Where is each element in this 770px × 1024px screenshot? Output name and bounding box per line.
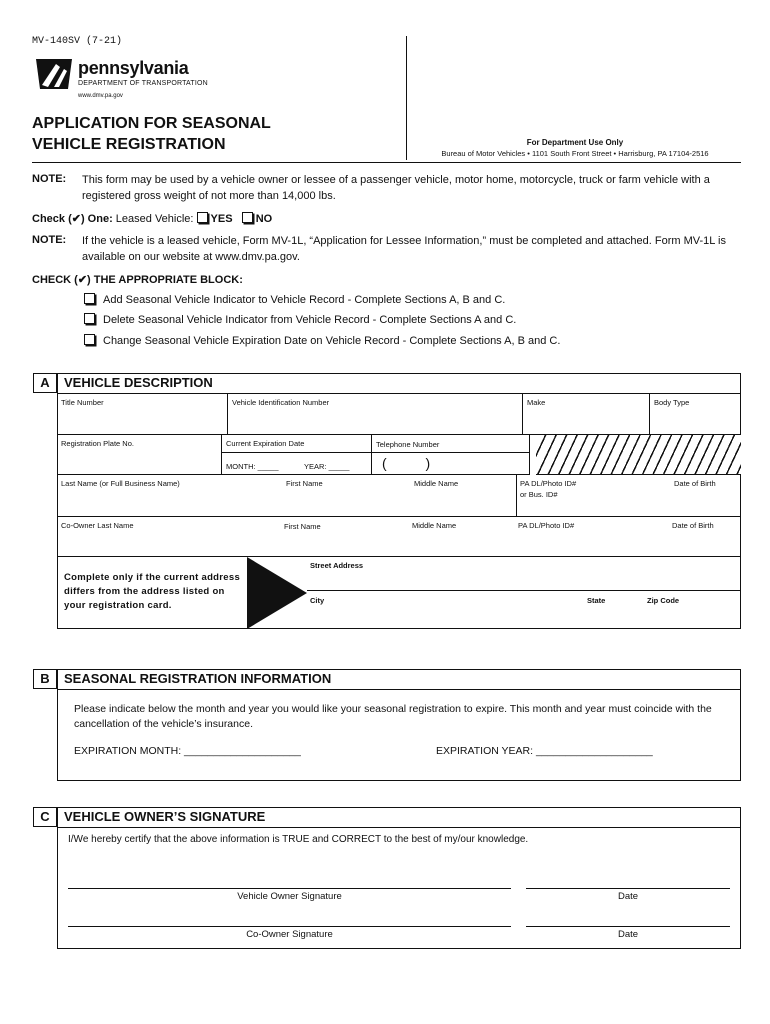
note-label: NOTE:	[32, 173, 67, 185]
owner-date-label: Date	[617, 891, 639, 902]
section-b-instructions: Please indicate below the month and year you would like your seasonal registration to expire. This month and year must coincide with the cancellation of the vehicle’s insurance.	[74, 703, 712, 730]
website-link[interactable]: www.dmv.pa.gov	[78, 93, 123, 99]
owner-signature-line[interactable]	[68, 888, 511, 889]
expiration-year-field[interactable]: EXPIRATION YEAR: ____________________	[436, 745, 653, 757]
co-owner-date-label: Date	[617, 929, 639, 940]
bureau-address: Bureau of Motor Vehicles • 1101 South Front Street • Harrisburg, PA 17104-2516	[441, 149, 709, 158]
address-instructions: Complete only if the current address differs from the address listed on your registration card.	[64, 572, 241, 611]
city-state-zip-field[interactable]: City State Zip Code	[310, 596, 680, 605]
leased-question: Check (✔) One: Leased Vehicle: YES NO	[32, 213, 273, 225]
certify-statement: I/We hereby certify that the above information is TRUE and CORRECT to the best of my/our knowledge.	[68, 834, 529, 845]
option-change-expiration[interactable]: Change Seasonal Vehicle Expiration Date on Vehicle Record - Complete Sections A, B and C.	[84, 334, 560, 347]
option-delete-seasonal[interactable]: Delete Seasonal Vehicle Indicator from Vehicle Record - Complete Sections A and C.	[84, 313, 516, 326]
leased-yes-checkbox[interactable]	[197, 212, 208, 223]
arrow-pointer-icon	[247, 557, 309, 629]
section-b-letter: B	[33, 669, 57, 689]
department-name: DEPARTMENT OF TRANSPORTATION	[78, 80, 208, 87]
make-field[interactable]: Make	[523, 393, 650, 435]
option-add-checkbox[interactable]	[84, 293, 95, 304]
owner-date-line[interactable]	[526, 888, 730, 889]
section-c-letter: C	[33, 807, 57, 827]
form-code: MV-140SV (7-21)	[32, 36, 123, 47]
title-number-field[interactable]: Title Number	[57, 393, 228, 435]
leased-no-checkbox[interactable]	[242, 212, 253, 223]
header-divider	[406, 36, 407, 160]
street-address-field[interactable]: Street Address	[307, 557, 741, 591]
owner-name-row[interactable]: Last Name (or Full Business Name) First Name Middle Name PA DL/Photo ID# or Bus. ID# Date of Birth	[57, 475, 741, 517]
header-rule	[32, 162, 741, 163]
appropriate-block-heading: CHECK (✔) THE APPROPRIATE BLOCK:	[32, 274, 243, 286]
vin-field[interactable]: Vehicle Identification Number	[228, 393, 523, 435]
body-type-field[interactable]: Body Type	[650, 393, 741, 435]
dept-use-label: For Department Use Only	[526, 138, 624, 147]
note-label-2: NOTE:	[32, 234, 67, 246]
section-a-letter: A	[33, 373, 57, 393]
section-c-box	[57, 807, 741, 949]
section-b-title: SEASONAL REGISTRATION INFORMATION	[64, 671, 332, 686]
owner-signature-label: Vehicle Owner Signature	[237, 891, 342, 902]
expiration-month-field[interactable]: EXPIRATION MONTH: ____________________	[74, 745, 301, 757]
option-add-seasonal[interactable]: Add Seasonal Vehicle Indicator to Vehicle Record - Complete Sections A, B and C.	[84, 293, 505, 306]
current-expiration-field[interactable]: Current Expiration Date MONTH: _____ YEAR: _____	[222, 435, 372, 475]
co-owner-signature-label: Co-Owner Signature	[246, 929, 333, 940]
page-title: APPLICATION FOR SEASONAL VEHICLE REGISTRATION	[32, 115, 271, 153]
lease-note-text: If the vehicle is a leased vehicle, Form MV-1L, “Application for Lessee Information,” must be completed and attached. Form MV-1L is available on our website at www.dmv.pa.gov.	[82, 235, 727, 263]
hatched-reserved-area	[536, 435, 741, 475]
note-text: This form may be used by a vehicle owner or lessee of a passenger vehicle, motor home, motorcycle, truck or farm vehicle with a registered gross weight of not more than 14,000 lbs.	[82, 174, 710, 202]
option-change-checkbox[interactable]	[84, 334, 95, 345]
section-c-title: VEHICLE OWNER’S SIGNATURE	[64, 809, 266, 824]
brand-name: pennsylvania	[78, 58, 189, 78]
co-owner-name-row[interactable]: Co-Owner Last Name First Name Middle Name PA DL/Photo ID# Date of Birth	[57, 517, 741, 557]
plate-number-field[interactable]: Registration Plate No.	[57, 435, 222, 475]
telephone-field[interactable]: Telephone Number ( )	[372, 435, 530, 475]
co-owner-date-line[interactable]	[526, 926, 730, 927]
section-a-title: VEHICLE DESCRIPTION	[64, 375, 213, 390]
option-delete-checkbox[interactable]	[84, 313, 95, 324]
keystone-logo-icon	[34, 55, 74, 91]
co-owner-signature-line[interactable]	[68, 926, 511, 927]
